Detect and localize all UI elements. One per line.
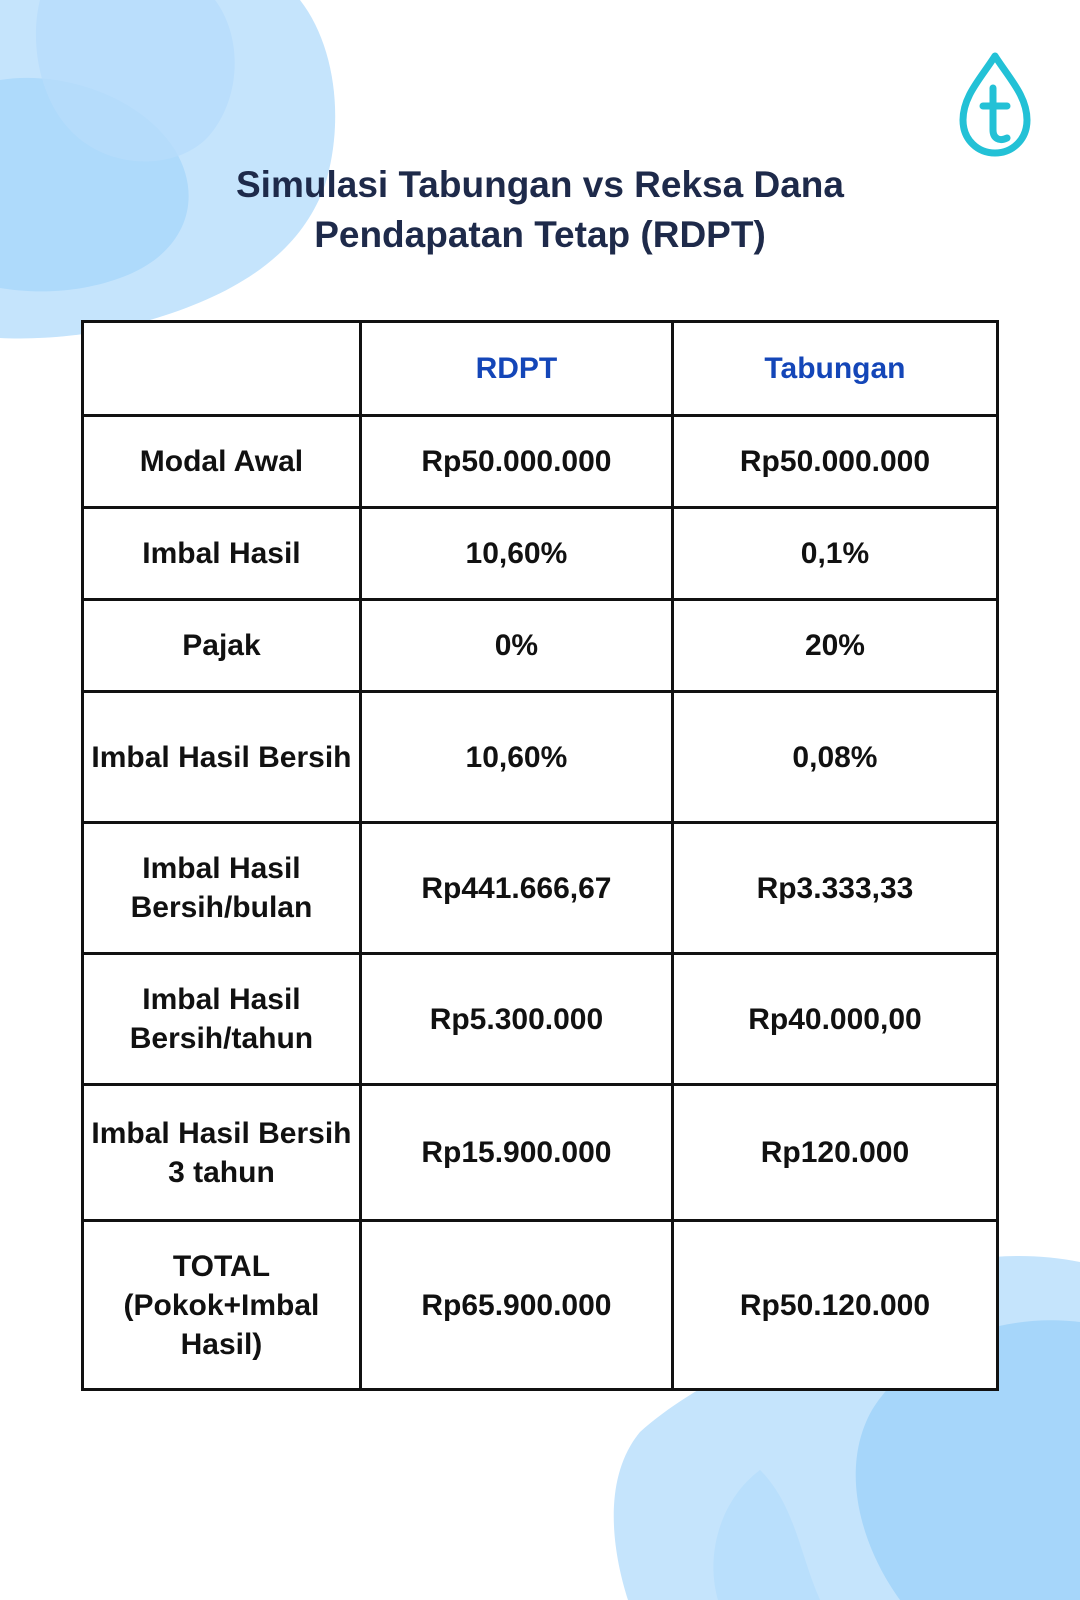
water-drop-t-logo-icon xyxy=(955,50,1035,160)
row-label: Imbal Hasil Bersih/bulan xyxy=(83,823,361,954)
row-label: TOTAL (Pokok+Imbal Hasil) xyxy=(83,1221,361,1390)
tabungan-value: Rp3.333,33 xyxy=(672,823,997,954)
table-row xyxy=(83,1085,998,1221)
rdpt-value: 10,60% xyxy=(360,692,672,823)
rdpt-value: Rp65.900.000 xyxy=(360,1221,672,1390)
table-header-row xyxy=(83,322,998,416)
header-cell-rdpt: RDPT xyxy=(360,322,672,416)
page-title xyxy=(0,160,1080,260)
tabungan-value: Rp50.120.000 xyxy=(672,1221,997,1390)
tabungan-value: 20% xyxy=(672,600,997,692)
table-row xyxy=(83,954,998,1085)
row-label: Imbal Hasil Bersih/tahun xyxy=(83,954,361,1085)
rdpt-value: Rp50.000.000 xyxy=(360,416,672,508)
row-label: Pajak xyxy=(83,600,361,692)
rdpt-value: 0% xyxy=(360,600,672,692)
tabungan-value: Rp120.000 xyxy=(672,1085,997,1221)
table-row xyxy=(83,1221,998,1390)
table-row xyxy=(83,416,998,508)
row-label: Modal Awal xyxy=(83,416,361,508)
tabungan-value: Rp40.000,00 xyxy=(672,954,997,1085)
page-title-line-1: Simulasi Tabungan vs Reksa Dana xyxy=(236,164,844,205)
table-row xyxy=(83,508,998,600)
rdpt-value: Rp441.666,67 xyxy=(360,823,672,954)
page-title-line-2: Pendapatan Tetap (RDPT) xyxy=(314,214,766,255)
tabungan-value: 0,08% xyxy=(672,692,997,823)
row-label: Imbal Hasil Bersih xyxy=(83,692,361,823)
table-row xyxy=(83,692,998,823)
row-label: Imbal Hasil Bersih 3 tahun xyxy=(83,1085,361,1221)
tabungan-value: Rp50.000.000 xyxy=(672,416,997,508)
rdpt-value: 10,60% xyxy=(360,508,672,600)
header-cell-empty xyxy=(83,322,361,416)
table-row xyxy=(83,823,998,954)
tabungan-value: 0,1% xyxy=(672,508,997,600)
rdpt-value: Rp5.300.000 xyxy=(360,954,672,1085)
table-row xyxy=(83,600,998,692)
row-label: Imbal Hasil xyxy=(83,508,361,600)
header-cell-tabungan: Tabungan xyxy=(672,322,997,416)
simulation-table xyxy=(81,320,999,1391)
rdpt-value: Rp15.900.000 xyxy=(360,1085,672,1221)
